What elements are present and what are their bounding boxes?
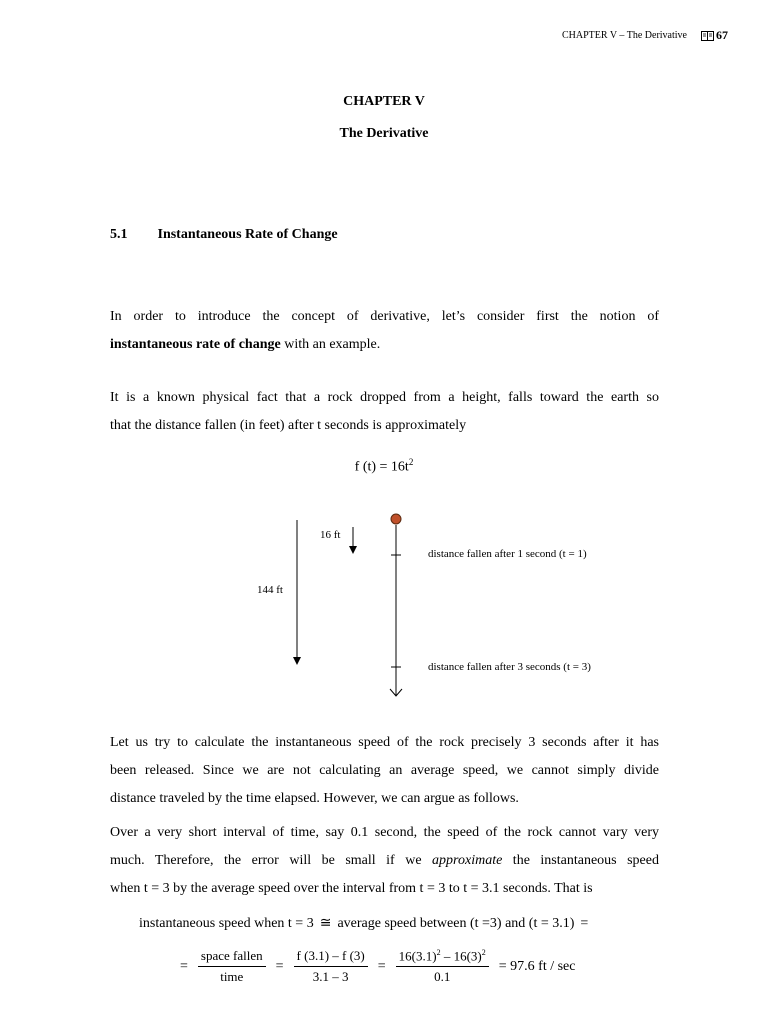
- formula-exponent: 2: [408, 457, 414, 467]
- para3-line-2: been released. Since we are not calculating an average speed, we cannot simply divide: [110, 763, 659, 778]
- page-number-block: [701, 28, 728, 43]
- equation-computation: [180, 948, 575, 985]
- para3-line-3: distance traveled by the time elapsed. However, we can argue as follows.: [110, 791, 519, 806]
- label-16ft: 16 ft: [320, 529, 341, 541]
- eq2-equals-a: =: [275, 958, 284, 974]
- falling-rock-diagram: [0, 505, 768, 705]
- eq2-equals-b: =: [377, 958, 386, 974]
- running-header: [562, 28, 728, 43]
- arrow-144ft-head: [293, 657, 301, 665]
- frac2-denominator: 3.1 – 3: [312, 969, 349, 985]
- approximation-paragraph: [110, 819, 659, 903]
- eq1-left: instantaneous speed when t = 3: [139, 915, 314, 931]
- intro-line-2: [110, 331, 659, 359]
- section-title: Instantaneous Rate of Change: [157, 227, 338, 242]
- fact-line-1: It is a known physical fact that a rock dropped from a height, falls toward the earth so: [110, 390, 659, 405]
- section-number: 5.1: [110, 227, 128, 242]
- speed-paragraph: [110, 729, 659, 813]
- fraction-numeric: [396, 948, 489, 985]
- chapter-label: CHAPTER V: [343, 94, 425, 109]
- label-t3: distance fallen after 3 seconds (t = 3): [428, 661, 591, 673]
- frac3-num-a: 16(3.1): [398, 948, 437, 964]
- para4-line-2b: the instantaneous speed: [502, 853, 659, 868]
- intro-paragraph: [110, 303, 659, 359]
- eq1-equals: =: [580, 915, 589, 931]
- frac3-exp2: 2: [481, 948, 486, 957]
- frac1-numerator: space fallen: [198, 948, 266, 967]
- running-title: CHAPTER V – The Derivative: [562, 30, 687, 41]
- equation-approx: [139, 915, 588, 932]
- para4-line-2: [110, 847, 659, 875]
- rock: [391, 514, 401, 524]
- label-t1: distance fallen after 1 second (t = 1): [428, 548, 587, 560]
- fraction-space-over-time: [198, 948, 266, 985]
- formula-lhs: f (t) = 16t: [354, 459, 409, 475]
- frac3-exp1: 2: [436, 948, 441, 957]
- para4-line-2a: much. Therefore, the error will be small if we: [110, 853, 433, 868]
- book-icon: [701, 31, 714, 41]
- distance-formula: [0, 457, 768, 476]
- eq1-approx-symbol: ≅: [319, 916, 332, 931]
- para4-emphasis: approximate: [432, 853, 503, 868]
- para4-line-1: Over a very short interval of time, say 0.1 second, the speed of the rock cannot vary very: [110, 825, 659, 840]
- arrow-16ft-head: [349, 546, 357, 554]
- frac3-numerator: [396, 948, 489, 967]
- label-144ft: 144 ft: [257, 584, 283, 596]
- para4-line-3: when t = 3 by the average speed over the interval from t = 3 to t = 3.1 seconds. That is: [110, 881, 593, 896]
- frac3-num-b: – 16(3): [440, 948, 482, 964]
- eq1-right: average speed between (t =3) and (t = 3.1): [337, 915, 575, 931]
- fact-line-2: that the distance fallen (in feet) after t seconds is approximately: [110, 418, 467, 433]
- frac1-denominator: time: [220, 969, 244, 985]
- page-number: 67: [716, 28, 728, 42]
- fraction-difference-quotient: [294, 948, 368, 985]
- intro-bold-term: instantaneous rate of change: [110, 337, 281, 352]
- eq2-equals-start: =: [180, 958, 188, 974]
- frac2-numerator: f (3.1) – f (3): [294, 948, 368, 967]
- section-heading: [110, 227, 338, 243]
- para3-line-1: Let us try to calculate the instantaneous speed of the rock precisely 3 seconds after it has: [110, 735, 659, 750]
- eq2-result: = 97.6 ft / sec: [498, 958, 576, 974]
- frac3-denominator: 0.1: [434, 969, 451, 985]
- fact-paragraph: [110, 384, 659, 440]
- chapter-title: The Derivative: [339, 126, 429, 141]
- intro-line-1: In order to introduce the concept of derivative, let’s consider first the notion of: [110, 309, 659, 324]
- intro-rest: with an example.: [280, 337, 381, 352]
